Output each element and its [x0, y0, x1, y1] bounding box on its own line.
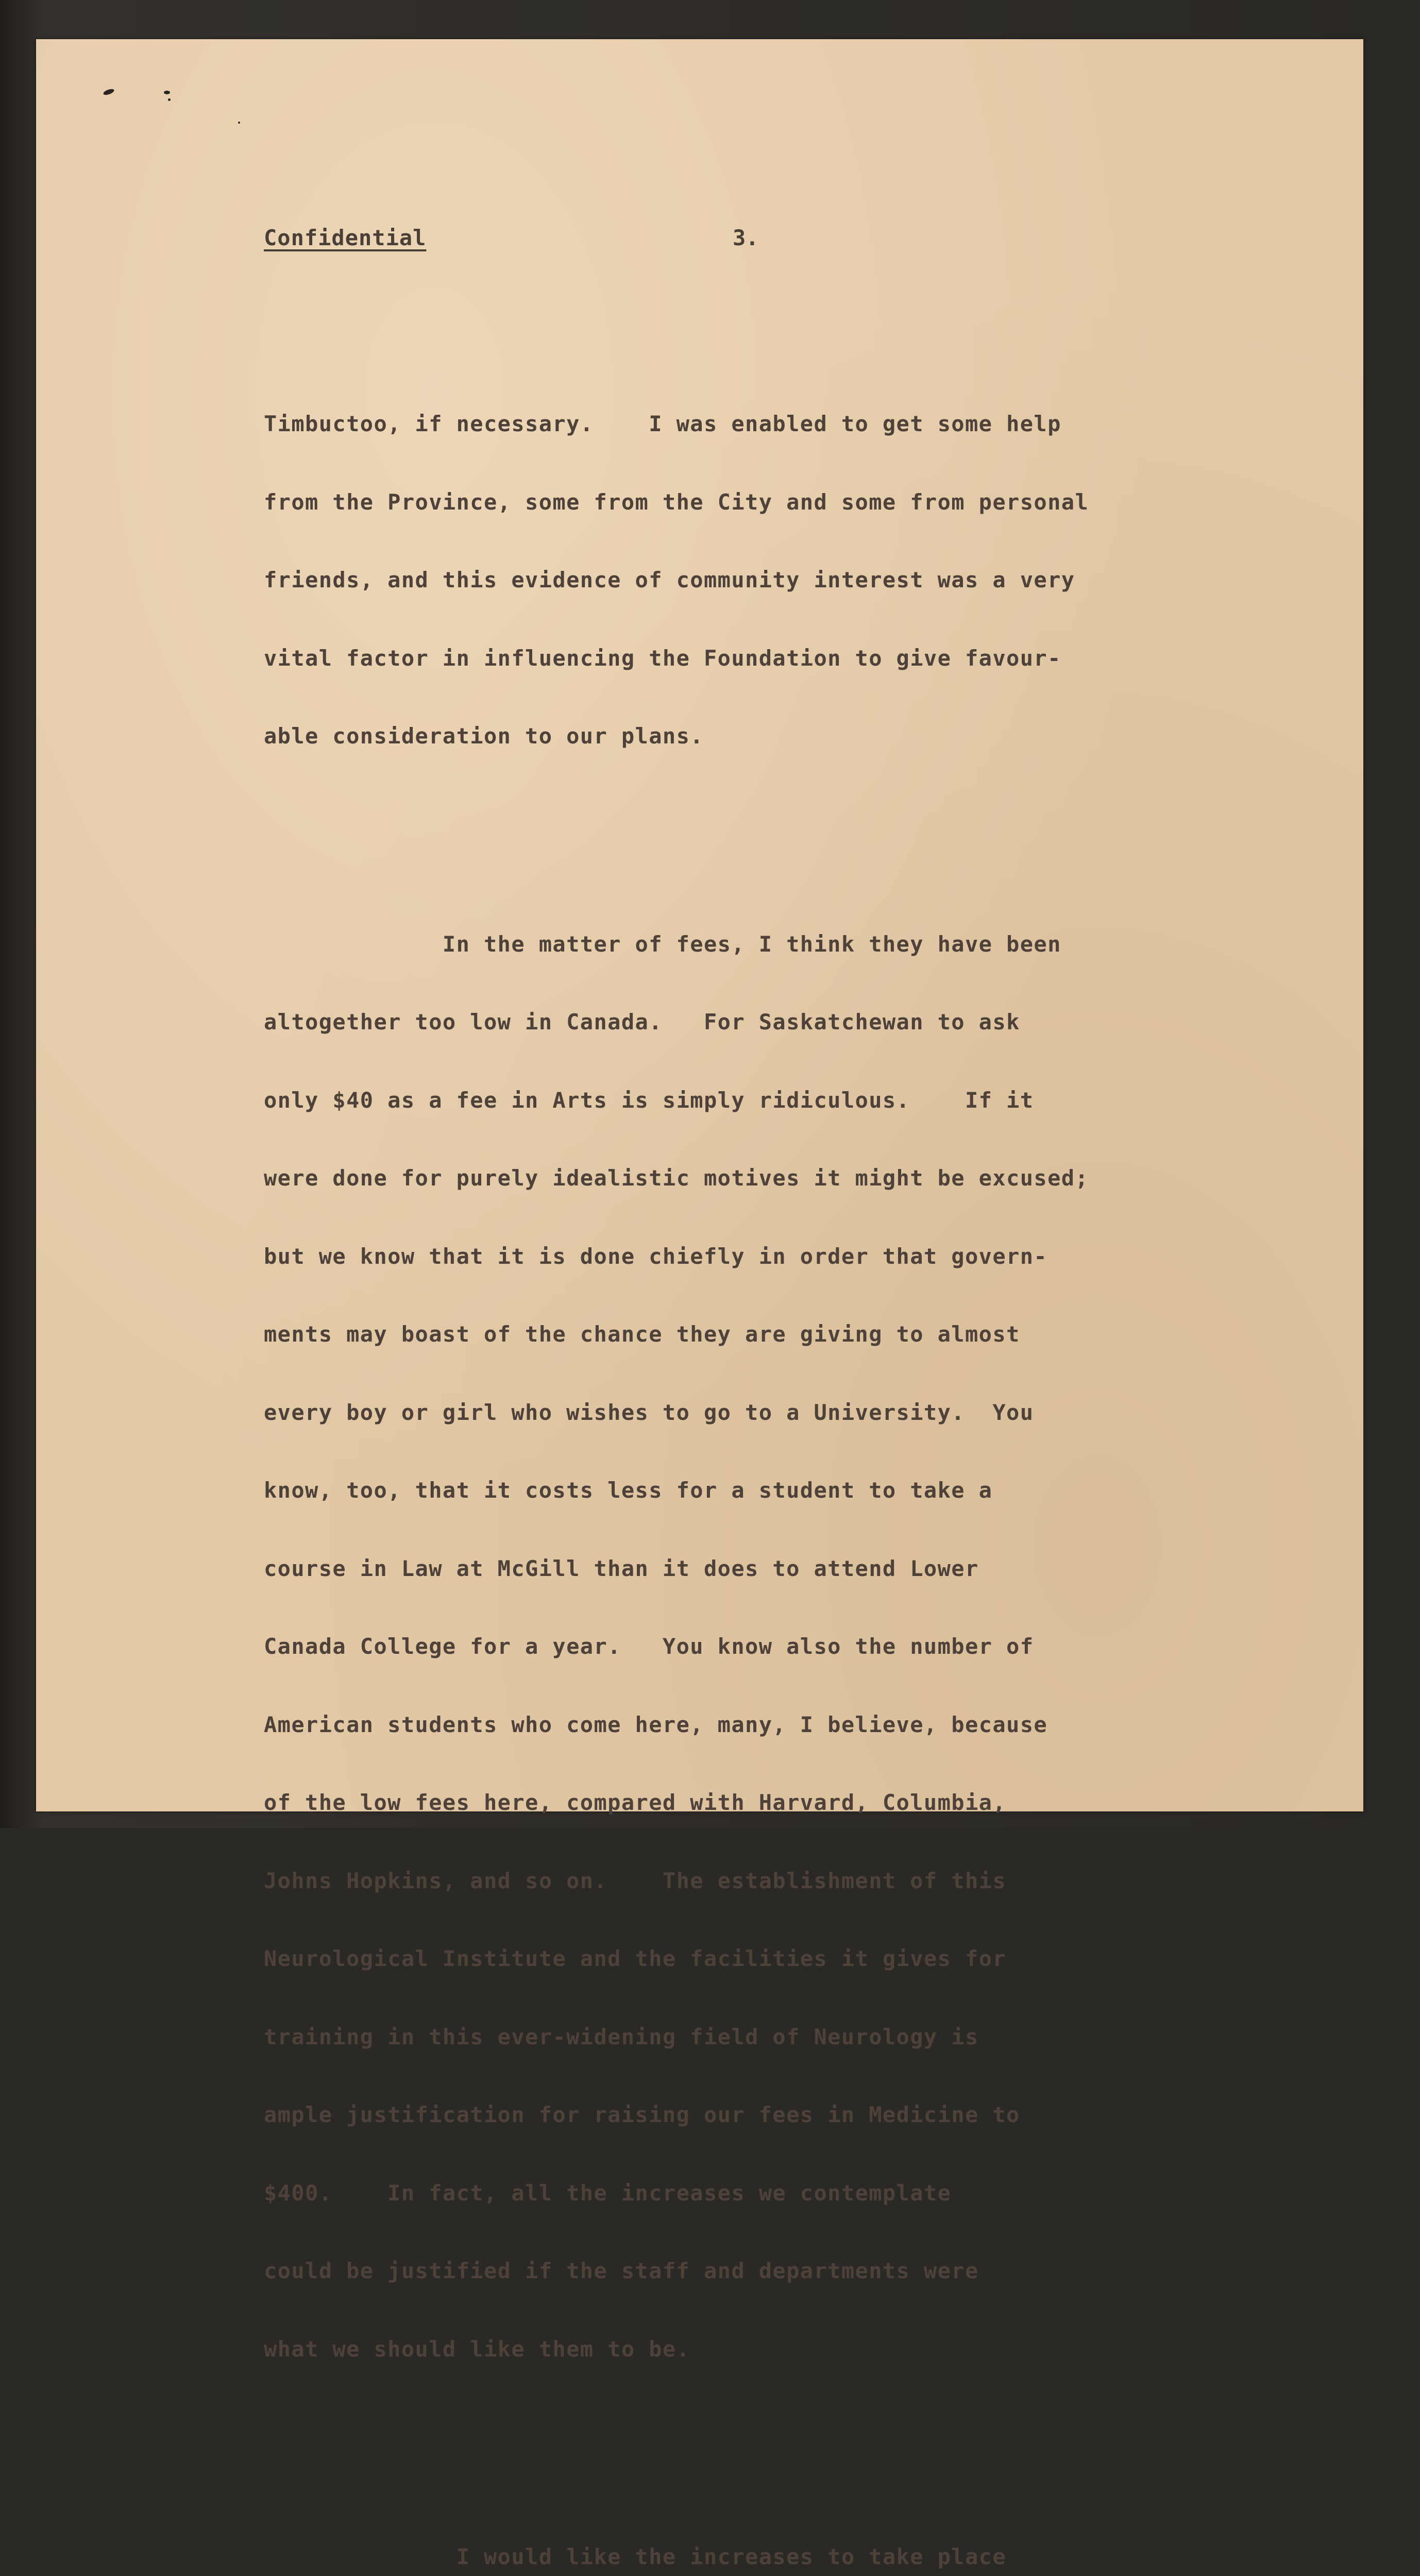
text-line: from the Province, some from the City and some from personal [264, 489, 1089, 515]
text-line: I would like the increases to take place [264, 2544, 1007, 2569]
text-line: of the low fees here, compared with Harvard, Columbia, [264, 1790, 1007, 1815]
text-line: were done for purely idealistic motives it might be excused; [264, 1165, 1089, 1191]
text-line: Johns Hopkins, and so on. The establishment of this [264, 1868, 1007, 1893]
text-line: only $40 as a fee in Arts is simply ridiculous. If it [264, 1087, 1034, 1113]
paragraph-3 [264, 2492, 1284, 2576]
text-line: In the matter of fees, I think they have been [264, 931, 1061, 957]
page-header [264, 220, 1037, 256]
ink-speck [103, 88, 115, 96]
text-line: ample justification for raising our fees in Medicine to [264, 2102, 1020, 2127]
text-line: American students who come here, many, I believe, because [264, 1711, 1048, 1737]
text-line: course in Law at McGill than it does to attend Lower [264, 1555, 979, 1581]
text-line: training in this ever-widening field of Neurology is [264, 2024, 979, 2049]
text-line: altogether too low in Canada. For Saskatchewan to ask [264, 1009, 1020, 1035]
confidential-heading: Confidential [264, 225, 427, 250]
ink-speck [168, 98, 171, 101]
text-line: every boy or girl who wishes to go to a University. You [264, 1399, 1034, 1425]
text-line: could be justified if the staff and departments were [264, 2258, 979, 2283]
page-number: 3. [733, 225, 759, 250]
text-line: $400. In fact, all the increases we contemplate [264, 2180, 952, 2206]
text-line: Timbuctoo, if necessary. I was enabled to get some help [264, 411, 1061, 436]
paragraph-1 [264, 359, 1284, 802]
text-line: what we should like them to be. [264, 2336, 690, 2362]
ink-speck [164, 91, 170, 94]
text-line: ments may boast of the chance they are giving to almost [264, 1321, 1020, 1347]
text-line: Neurological Institute and the facilities it gives for [264, 1946, 1007, 1971]
text-line: know, too, that it costs less for a student to take a [264, 1478, 993, 1503]
text-line: vital factor in influencing the Foundation to give favour- [264, 645, 1061, 671]
text-line: able consideration to our plans. [264, 723, 704, 749]
text-line: friends, and this evidence of community interest was a very [264, 567, 1075, 592]
text-line: Canada College for a year. You know also the number of [264, 1634, 1034, 1659]
ink-speck [238, 122, 240, 124]
letter-body [264, 307, 1284, 2576]
paragraph-2 [264, 879, 1284, 2415]
text-line: but we know that it is done chiefly in order that govern- [264, 1243, 1048, 1269]
